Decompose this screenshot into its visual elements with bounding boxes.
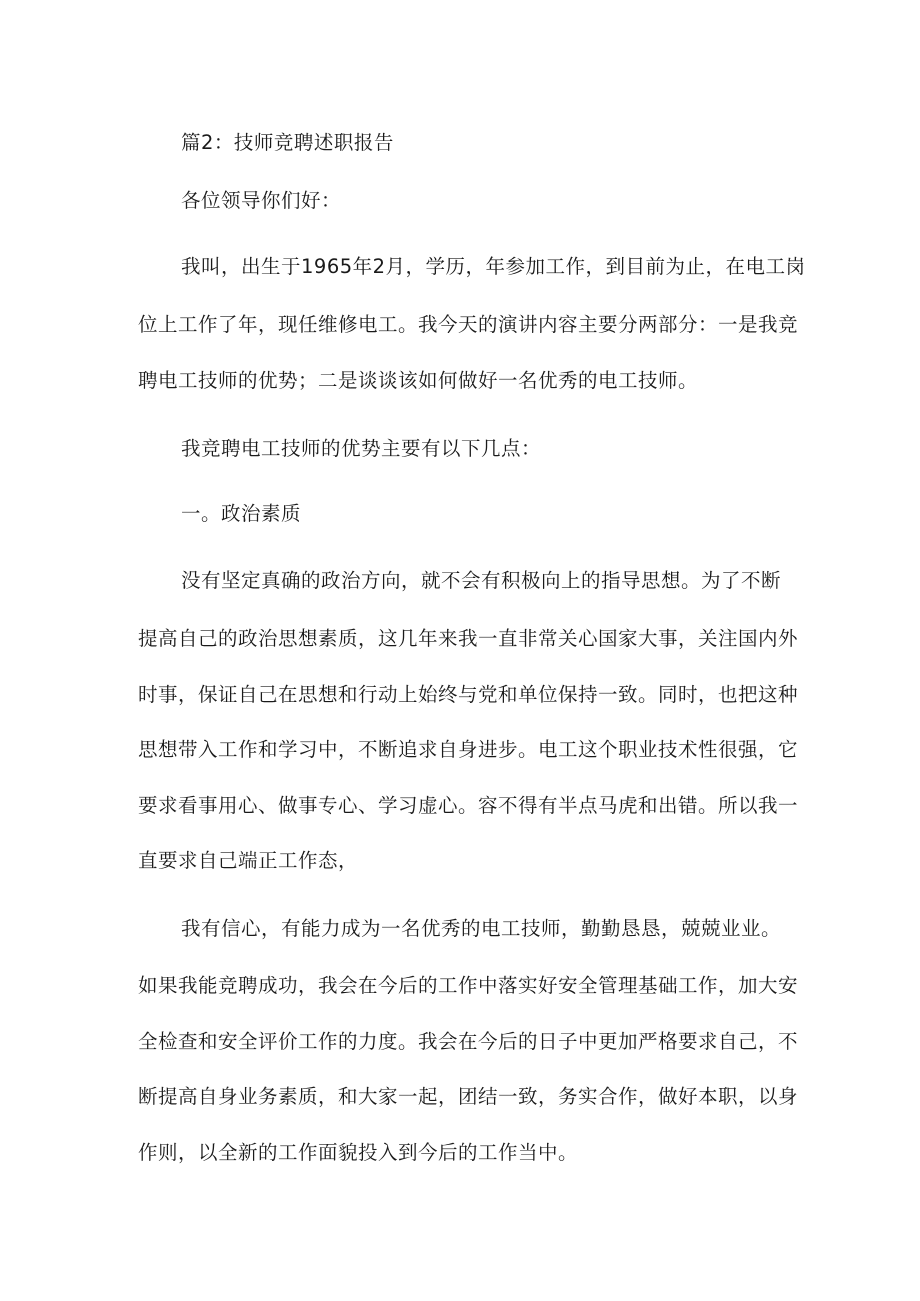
- para3-line-1: 没有坚定真确的政治方向，就不会有积极向上的指导思想。为了不断: [181, 569, 782, 592]
- para3-line-4: 思想带入工作和学习中，不断追求自身进步。电工这个职业技术性很强，它: [138, 738, 799, 761]
- para3-line-6: 直要求自己端正工作态，: [138, 849, 359, 872]
- para1-line-1: 我叫，出生于1965年2月，学历，年参加工作，到目前为止，在电工岗: [181, 255, 806, 278]
- section1-heading: 一。政治素质: [181, 502, 302, 525]
- para3-line-2: 提高自己的政治思想素质，这几年来我一直非常关心国家大事，关注国内外: [138, 627, 799, 650]
- para4-line-3: 全检查和安全评价工作的力度。我会在今后的日子中更加严格要求自己，不: [138, 1030, 799, 1053]
- para4-line-5: 作则，以全新的工作面貌投入到今后的工作当中。: [138, 1141, 579, 1164]
- document-title: 篇2：技师竞聘述职报告: [181, 131, 394, 154]
- para2: 我竞聘电工技师的优势主要有以下几点：: [181, 437, 542, 460]
- para3-line-5: 要求看事用心、做事专心、学习虚心。容不得有半点马虎和出错。所以我一: [138, 794, 799, 817]
- para4-line-1: 我有信心，有能力成为一名优秀的电工技师，勤勤恳恳，兢兢业业。: [181, 917, 782, 940]
- para3-line-3: 时事，保证自己在思想和行动上始终与党和单位保持一致。同时，也把这种: [138, 683, 799, 706]
- para4-line-2: 如果我能竞聘成功，我会在今后的工作中落实好安全管理基础工作，加大安: [138, 974, 799, 997]
- greeting: 各位领导你们好：: [181, 189, 342, 212]
- para1-line-3: 聘电工技师的优势；二是谈谈该如何做好一名优秀的电工技师。: [138, 369, 699, 392]
- para4-line-4: 断提高自身业务素质，和大家一起，团结一致，务实合作，做好本职，以身: [138, 1085, 799, 1108]
- para1-line-2: 位上工作了年，现任维修电工。我今天的演讲内容主要分两部分：一是我竞: [138, 313, 799, 336]
